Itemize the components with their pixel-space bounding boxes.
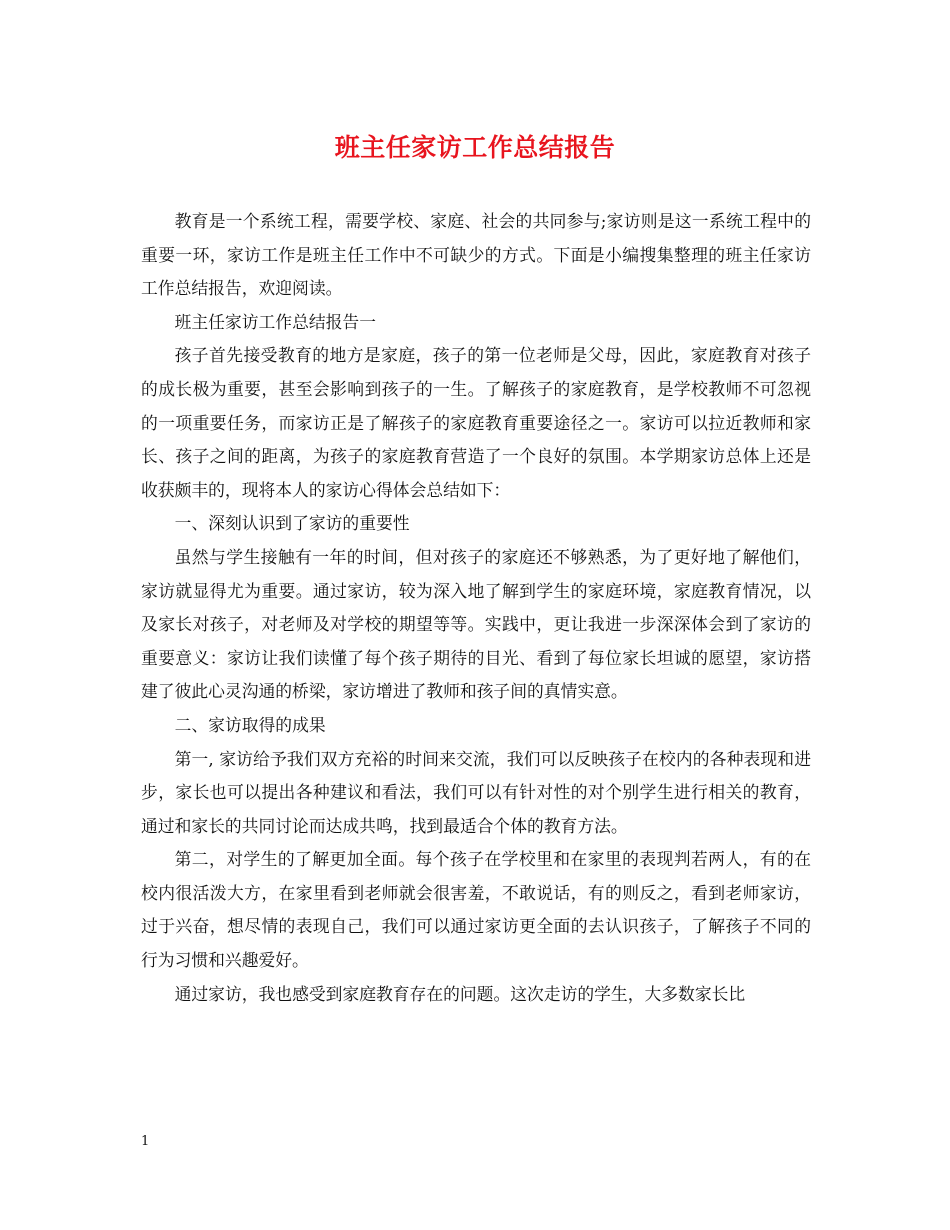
paragraph-family-education: 孩子首先接受教育的地方是家庭，孩子的第一位老师是父母，因此，家庭教育对孩子的成长极为重要，甚至会影响到孩子的一生。了解孩子的家庭教育，是学校教师不可忽视的一项重要任务，而家访正是了解孩子的家庭教育重要途径之一。家访可以拉近教师和家长、孩子之间的距离，为孩子的家庭教育营造了一个良好的氛围。本学期家访总体上还是收获颇丰的，现将本人的家访心得体会总结如下：: [141, 345, 811, 500]
paragraph-importance: 虽然与学生接触有一年的时间，但对孩子的家庭还不够熟悉，为了更好地了解他们，家访就显得尤为重要。通过家访，较为深入地了解到学生的家庭环境，家庭教育情况，以及家长对孩子，对老师及对学校的期望等等。实践中，更让我进一步深深体会到了家访的重要意义：家访让我们读懂了每个孩子期待的目光、看到了每位家长坦诚的愿望，家访搭建了彼此心灵沟通的桥梁，家访增进了教师和孩子间的真情实意。: [141, 546, 811, 702]
section-heading-results: 二、家访取得的成果: [174, 714, 326, 735]
page-number: 1: [141, 1134, 150, 1149]
document-title: 班主任家访工作总结报告: [334, 133, 616, 162]
paragraph-problems: 通过家访，我也感受到家庭教育存在的问题。这次走访的学生，大多数家长比: [174, 983, 746, 1004]
document-body: [141, 205, 811, 1011]
paragraph-result-second: 第二，对学生的了解更加全面。每个孩子在学校里和在家里的表现判若两人，有的在校内很活泼大方，在家里看到老师就会很害羞，不敢说话，有的则反之，看到老师家访，过于兴奋，想尽情的表现自己，我们可以通过家访更全面的去认识孩子，了解孩子不同的行为习惯和兴趣爱好。: [141, 849, 811, 971]
paragraph-result-first: 第一, 家访给予我们双方充裕的时间来交流，我们可以反映孩子在校内的各种表现和进步，家长也可以提出各种建议和看法，我们可以有针对性的对个别学生进行相关的教育，通过和家长的共同讨论而达成共鸣，找到最适合个体的教育方法。: [141, 748, 811, 836]
section-heading-importance: 一、深刻认识到了家访的重要性: [174, 513, 410, 534]
paragraph-intro: 教育是一个系统工程，需要学校、家庭、社会的共同参与;家访则是这一系统工程中的重要一环，家访工作是班主任工作中不可缺少的方式。下面是小编搜集整理的班主任家访工作总结报告，欢迎阅读。: [141, 211, 811, 299]
section-heading-report-one: 班主任家访工作总结报告一: [174, 311, 376, 332]
